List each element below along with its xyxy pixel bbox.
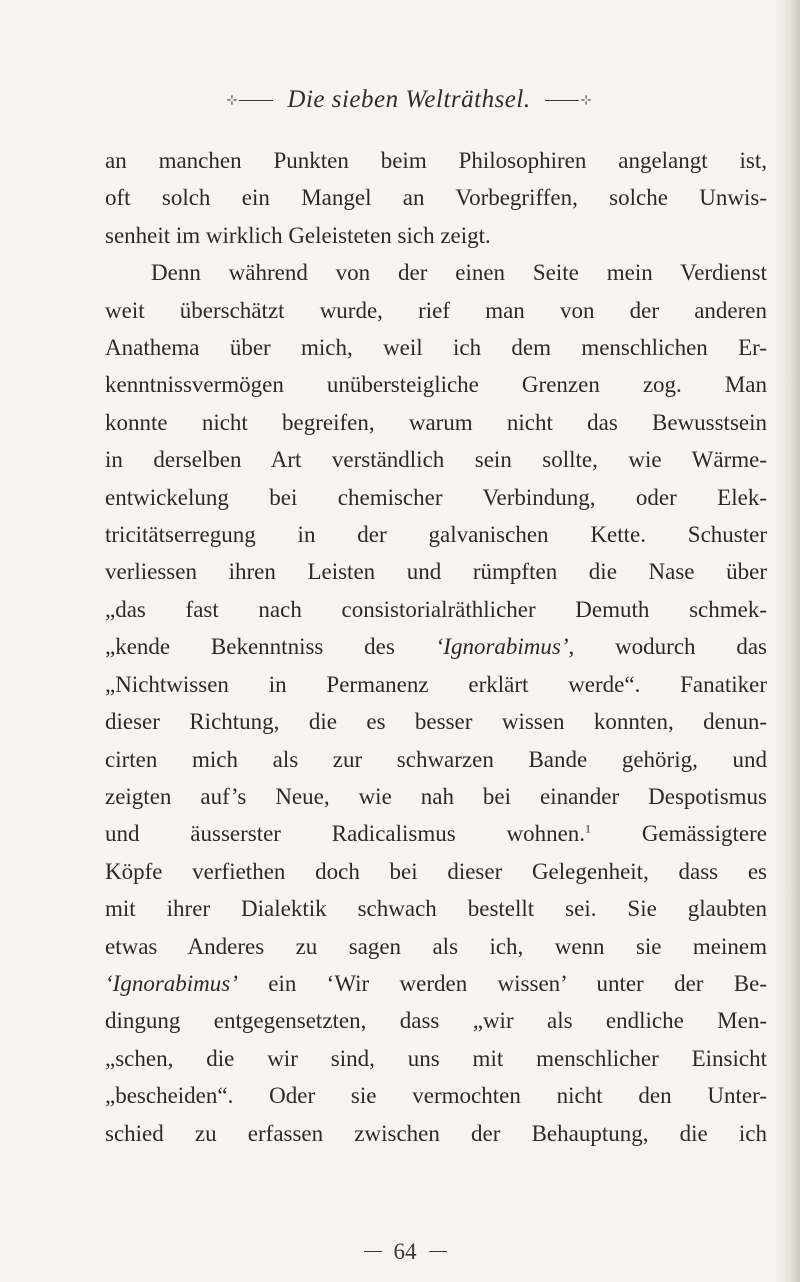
text-segment: und äusserster Radicalismus wohnen. [105,821,586,847]
text-line: Köpfe verfiethen doch bei dieser Gelegenheit, dass es [105,858,767,884]
text-line [105,965,767,1002]
text-line: cirten mich als zur schwarzen Bande gehörig, und [105,746,767,772]
left-dash [364,1251,382,1252]
text-segment: , wodurch das [568,634,767,660]
running-header-inner [225,86,594,114]
text-line: kenntnissvermögen unübersteigliche Grenzen zog. Man [105,372,767,398]
text-line: senheit im wirklich Geleisteten sich zeigt. [105,222,491,248]
text-line: entwickelung bei chemischer Verbindung, oder Elek- [105,484,767,510]
right-ornament-icon: ⊹ [545,94,594,107]
text-line: Denn während von der einen Seite mein Verdienst [151,260,767,286]
text-line: dieser Richtung, die es besser wissen konnten, denun- [105,709,767,735]
text-segment: Gemässigtere [591,821,767,847]
text-segment: ein ‘Wir werden wissen’ unter der Be- [237,970,767,996]
footnote-marker: 1 [585,821,592,836]
running-header [0,86,800,126]
text-line: „bescheiden“. Oder sie vermochten nicht den Unter- [105,1083,767,1109]
page-number-group [364,1239,447,1265]
text-line: zeigten auf’s Neue, wie nah bei einander Despotismus [105,783,767,809]
text-line: weit überschätzt wurde, rief man von der anderen [105,297,767,323]
italic-term: ‘Ignorabimus’ [435,634,569,660]
text-line: Anathema über mich, weil ich dem menschlichen Er- [105,335,767,361]
text-line [105,628,767,665]
page-edge-shadow [774,0,800,1282]
text-line: „schen, die wir sind, uns mit menschlicher Einsicht [105,1045,767,1071]
text-line: an manchen Punkten beim Philosophiren angelangt ist, [105,148,767,173]
text-line: „Nichtwissen in Permanenz erklärt werde“. Fanatiker [105,671,767,697]
page-number: 64 [393,1238,417,1264]
text-line: mit ihrer Dialektik schwach bestellt sei. Sie glaubten [105,896,767,922]
text-line: oft solch ein Mangel an Vorbegriffen, solche Unwis- [105,185,767,211]
running-title: Die sieben Welträthsel. [287,86,531,113]
text-line: etwas Anderes zu sagen als ich, wenn sie meinem [105,933,767,959]
text-line: konnte nicht begreifen, warum nicht das Bewusstsein [105,409,767,435]
page-number-footer [0,1232,800,1265]
body-text [105,142,767,1152]
right-dash [429,1251,447,1252]
italic-term: ‘Ignorabimus’ [105,970,238,996]
text-segment: „kende Bekenntniss des [105,634,436,660]
text-line: „das fast nach consistorialräthlicher Demuth schmek- [105,596,767,622]
left-ornament-icon: ⊹ [225,94,274,107]
text-line: tricitätserregung in der galvanischen Kette. Schuster [105,522,767,548]
text-line: in derselben Art verständlich sein sollte, wie Wärme- [105,447,767,473]
text-line: schied zu erfassen zwischen der Behauptung, die ich [105,1120,767,1146]
text-line: dingung entgegensetzten, dass „wir als endliche Men- [105,1008,767,1034]
text-line: verliessen ihren Leisten und rümpften die Nase über [105,559,767,585]
text-line [105,815,767,852]
